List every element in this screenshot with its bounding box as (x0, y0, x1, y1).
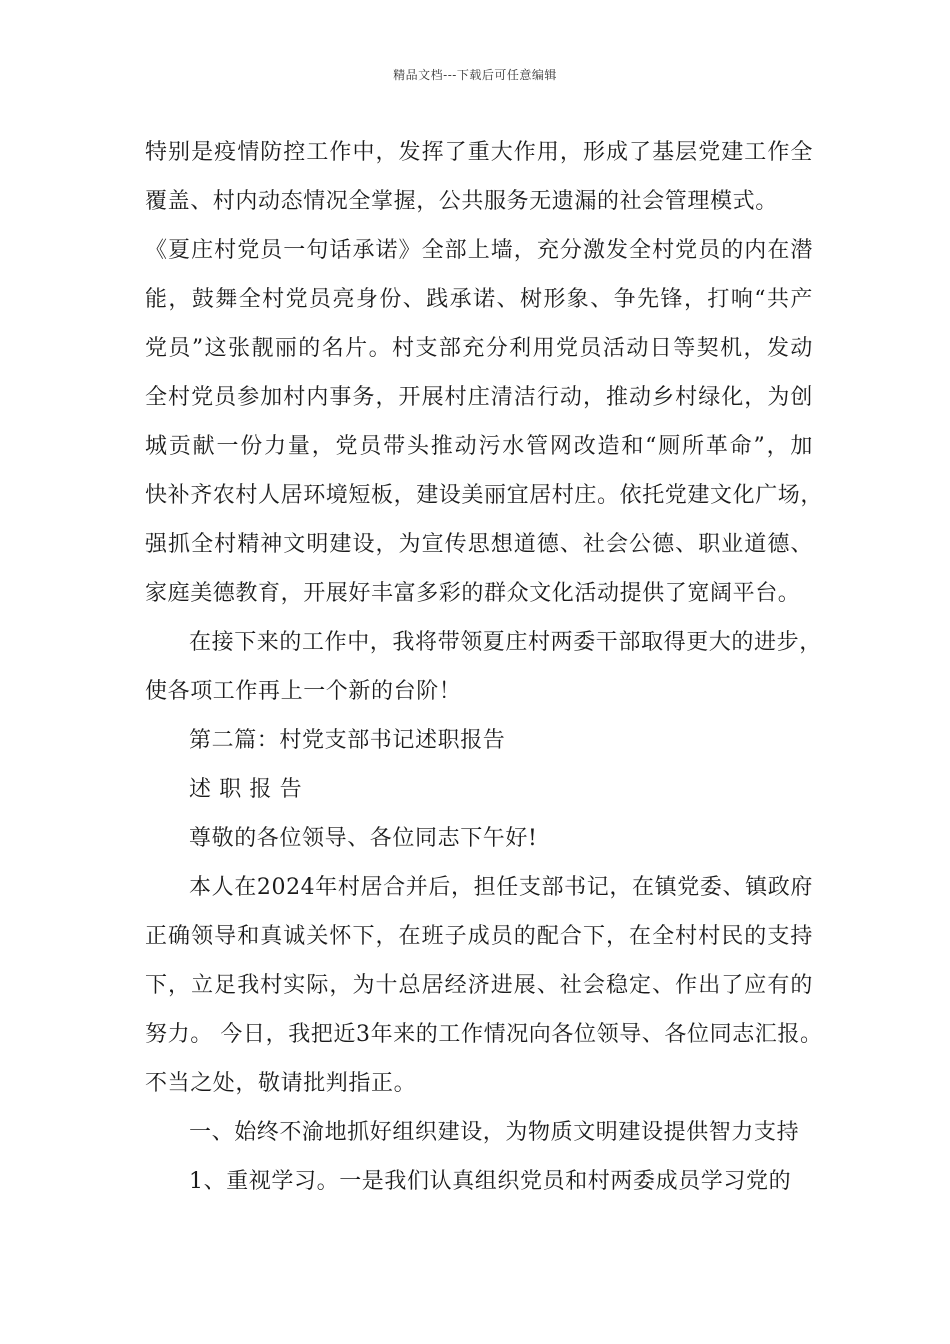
text-line: 城贡献一份力量，党员带头推动污水管网改造和“厕所革命”，加 (145, 434, 813, 459)
text-line: 在接下来的工作中，我将带领夏庄村两委干部取得更大的进步， (189, 630, 822, 655)
section-title: 第二篇：村党支部书记述职报告 (189, 728, 506, 753)
text-line: 党员”这张靓丽的名片。村支部充分利用党员活动日等契机，发动 (145, 336, 813, 361)
text-line: 下，立足我村实际，为十总居经济进展、社会稳定、作出了应有的 (145, 973, 813, 998)
section-heading: 一、始终不渝地抓好组织建设，为物质文明建设提供智力支持 (189, 1120, 800, 1145)
text-line: 不当之处，敬请批判指正。 (145, 1071, 417, 1096)
report-title: 述 职 报 告 (189, 777, 303, 802)
text-line: 正确领导和真诚关怀下，在班子成员的配合下，在全村村民的支持 (145, 924, 813, 949)
page-header: 精品文档---下载后可任意编辑 (393, 68, 557, 82)
text-line: 使各项工作再上一个新的台阶！ (145, 679, 462, 704)
text-line: 覆盖、村内动态情况全掌握，公共服务无遗漏的社会管理模式。 (145, 189, 778, 214)
document-body (145, 128, 824, 1206)
text-line: 努力。 今日，我把近3年来的工作情况向各位领导、各位同志汇报。 (145, 1022, 823, 1047)
text-line: 《夏庄村党员一句话承诺》全部上墙，充分激发全村党员的内在潜 (145, 238, 813, 263)
text-line: 本人在2024年村居合并后，担任支部书记，在镇党委、镇政府 (189, 875, 813, 900)
salutation: 尊敬的各位领导、各位同志下午好! (189, 826, 538, 851)
text-line: 全村党员参加村内事务，开展村庄清洁行动，推动乡村绿化，为创 (145, 385, 813, 410)
text-line: 家庭美德教育，开展好丰富多彩的群众文化活动提供了宽阔平台。 (145, 581, 801, 606)
text-line: 1、重视学习。一是我们认真组织党员和村两委成员学习党的 (189, 1169, 792, 1194)
text-line: 强抓全村精神文明建设，为宣传思想道德、社会公德、职业道德、 (145, 532, 813, 557)
text-line: 快补齐农村人居环境短板，建设美丽宜居村庄。依托党建文化广场， (145, 483, 824, 508)
text-line: 能，鼓舞全村党员亮身份、践承诺、树形象、争先锋，打响“共产 (145, 287, 813, 312)
text-line: 特别是疫情防控工作中，发挥了重大作用，形成了基层党建工作全 (145, 140, 813, 165)
